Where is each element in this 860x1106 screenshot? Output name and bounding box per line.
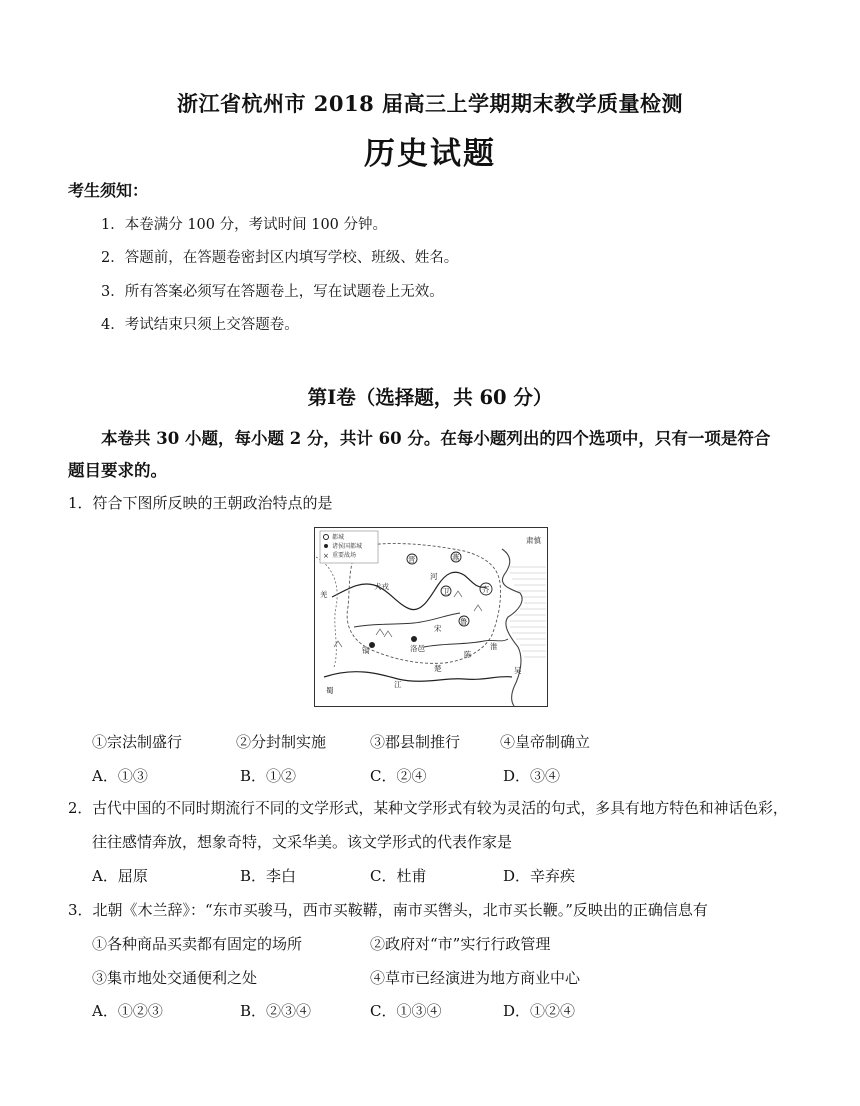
map-label: 鲁 — [460, 617, 468, 626]
history-map-figure — [314, 527, 548, 707]
question-2-stem-line1: 2．古代中国的不同时期流行不同的文学形式，某种文学形式有较为灵活的句式，多具有地方特色和神话色彩， — [68, 800, 788, 817]
question-1-stem: 1．符合下图所反映的王朝政治特点的是 — [68, 494, 333, 512]
question-1-choice-a[interactable]: A．①③ — [92, 767, 148, 785]
map-label: 晋 — [408, 555, 416, 564]
map-label: 镐 — [362, 646, 370, 655]
map-label: 江 — [394, 680, 402, 689]
question-1-item: ③郡县制推行 — [370, 733, 461, 751]
map-label: 洛邑 — [410, 644, 425, 653]
svg-text:×: × — [323, 552, 329, 560]
map-label: 淮 — [490, 642, 498, 651]
page-title: 历史试题 — [364, 136, 496, 172]
question-1-choice-d[interactable]: D．③④ — [503, 767, 561, 785]
map-label: 宋 — [434, 624, 442, 633]
map-label: 燕 — [452, 553, 460, 562]
question-2-stem-line2: 往往感情奔放，想象奇特，文采华美。该文学形式的代表作家是 — [92, 833, 513, 851]
question-3-choice-d[interactable]: D．①②④ — [503, 1002, 576, 1020]
map-label: 河 — [430, 572, 438, 581]
notice-item: 1．本卷满分 100 分，考试时间 100 分钟。 — [101, 217, 388, 233]
question-2-choice-a[interactable]: A．屈原 — [92, 867, 148, 885]
question-3-item: ①各种商品买卖都有固定的场所 — [92, 935, 303, 953]
section-intro-line1: 本卷共 30 小题，每小题 2 分，共计 60 分。在每小题列出的四个选项中，只有一项是符合 — [101, 429, 771, 448]
map-label: 肃慎 — [526, 536, 541, 545]
exam-subtitle: 浙江省杭州市 2018 届高三上学期期末教学质量检测 — [176, 91, 684, 116]
question-1-item: ④皇帝制确立 — [500, 733, 591, 751]
map-label: 楚 — [434, 664, 442, 673]
question-3-item: ②政府对“市”实行行政管理 — [370, 935, 551, 953]
question-1-choice-c[interactable]: C．②④ — [370, 767, 427, 785]
legend-vassal-capital: 诸侯国都城 — [332, 543, 363, 550]
map-label: 蜀 — [326, 686, 334, 695]
question-3-item: ④草市已经演进为地方商业中心 — [370, 969, 581, 987]
notice-item: 2．答题前，在答题卷密封区内填写学校、班级、姓名。 — [101, 250, 459, 266]
question-3-item: ③集市地处交通便利之处 — [92, 969, 258, 987]
legend-capital: 都城 — [332, 534, 345, 541]
question-3-choice-a[interactable]: A．①②③ — [92, 1002, 163, 1020]
western-zhou-map — [314, 527, 548, 707]
map-label: 羌 — [320, 590, 328, 599]
question-3-stem: 3．北朝《木兰辞》：“东市买骏马，西市买鞍鞯，南市买辔头，北市买长鞭。”反映出的正确信息有 — [68, 901, 708, 919]
section-heading: 第Ⅰ卷（选择题，共 60 分） — [307, 386, 553, 409]
question-1-item: ①宗法制盛行 — [92, 733, 183, 751]
question-3-choice-b[interactable]: B．②③④ — [240, 1002, 312, 1020]
map-label: 犬戎 — [374, 582, 389, 591]
question-2-choice-c[interactable]: C．杜甫 — [370, 867, 427, 885]
notice-heading: 考生须知： — [68, 181, 149, 200]
question-2-choice-d[interactable]: D．辛弃疾 — [503, 867, 576, 885]
map-label: 吴 — [514, 666, 522, 675]
map-label: 卫 — [442, 587, 450, 596]
question-1-choice-b[interactable]: B．①② — [240, 767, 297, 785]
question-1-item: ②分封制实施 — [236, 733, 327, 751]
notice-item: 3．所有答案必须写在答题卷上，写在试题卷上无效。 — [101, 284, 444, 300]
map-label: 陈 — [464, 650, 472, 659]
section-intro-line2: 题目要求的。 — [68, 461, 167, 480]
question-3-choice-c[interactable]: C．①③④ — [370, 1002, 442, 1020]
question-2-choice-b[interactable]: B．李白 — [240, 867, 297, 885]
map-label: 齐 — [482, 585, 490, 594]
notice-item: 4．考试结束只须上交答题卷。 — [101, 317, 299, 333]
legend-battlefield: 重要战场 — [332, 552, 357, 559]
